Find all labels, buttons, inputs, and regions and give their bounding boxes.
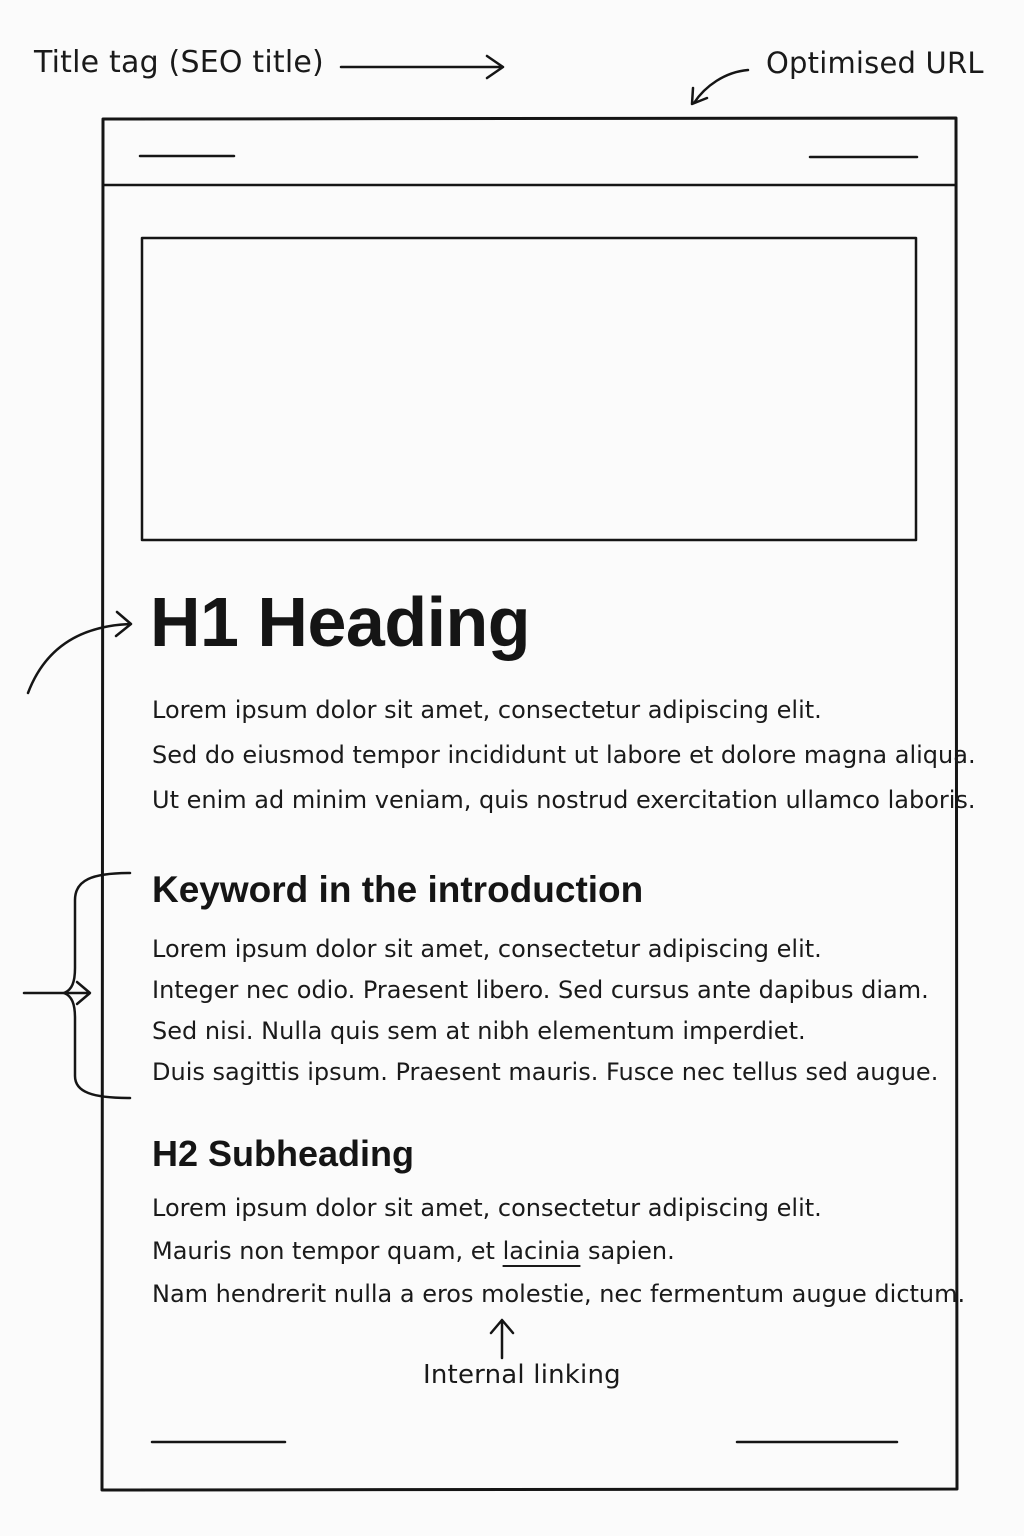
keyword-bracket bbox=[64, 873, 130, 1098]
intro-line: Ut enim ad minim veniam, quis nostrud exercitation ullamco laboris. bbox=[152, 786, 976, 814]
h2-line bbox=[152, 1230, 965, 1273]
keyword-heading: Keyword in the introduction bbox=[152, 869, 644, 910]
intro-paragraph bbox=[152, 688, 976, 823]
keyword-line: Duis sagittis ipsum. Praesent mauris. Fusce nec tellus sed augue. bbox=[152, 1058, 939, 1086]
keyword-line: Integer nec odio. Praesent libero. Sed cursus ante dapibus diam. bbox=[152, 976, 929, 1004]
keyword-paragraph bbox=[152, 929, 938, 1093]
intro-line: Sed do eiusmod tempor incididunt ut labore et dolore magna aliqua. bbox=[152, 741, 976, 769]
title-tag-arrow bbox=[341, 56, 503, 78]
h1-heading: H1 Heading bbox=[150, 583, 531, 661]
annotation-internal-linking: Internal linking bbox=[423, 1360, 621, 1390]
annotation-title-tag: Title tag (SEO title) bbox=[34, 45, 324, 80]
internal-link[interactable]: lacinia bbox=[502, 1237, 581, 1265]
internal-link-arrow bbox=[491, 1320, 513, 1358]
url-arrow bbox=[692, 70, 748, 104]
h2-line-text: Mauris non tempor quam, et bbox=[152, 1237, 503, 1265]
keyword-line: Lorem ipsum dolor sit amet, consectetur adipiscing elit. bbox=[152, 935, 822, 963]
keyword-line: Sed nisi. Nulla quis sem at nibh elementum imperdiet. bbox=[152, 1017, 806, 1045]
h2-line-text: sapien. bbox=[580, 1237, 675, 1265]
h2-line: Nam hendrerit nulla a eros molestie, nec fermentum augue dictum. bbox=[152, 1280, 966, 1308]
h2-subheading: H2 Subheading bbox=[152, 1133, 415, 1174]
h1-arrow bbox=[28, 612, 131, 693]
intro-line: Lorem ipsum dolor sit amet, consectetur adipiscing elit. bbox=[152, 696, 822, 724]
h2-paragraph bbox=[152, 1187, 965, 1316]
annotation-optimised-url: Optimised URL bbox=[766, 46, 984, 80]
keyword-arrow bbox=[24, 982, 90, 1004]
hero-image-placeholder bbox=[142, 238, 916, 540]
h2-line: Lorem ipsum dolor sit amet, consectetur adipiscing elit. bbox=[152, 1194, 822, 1222]
